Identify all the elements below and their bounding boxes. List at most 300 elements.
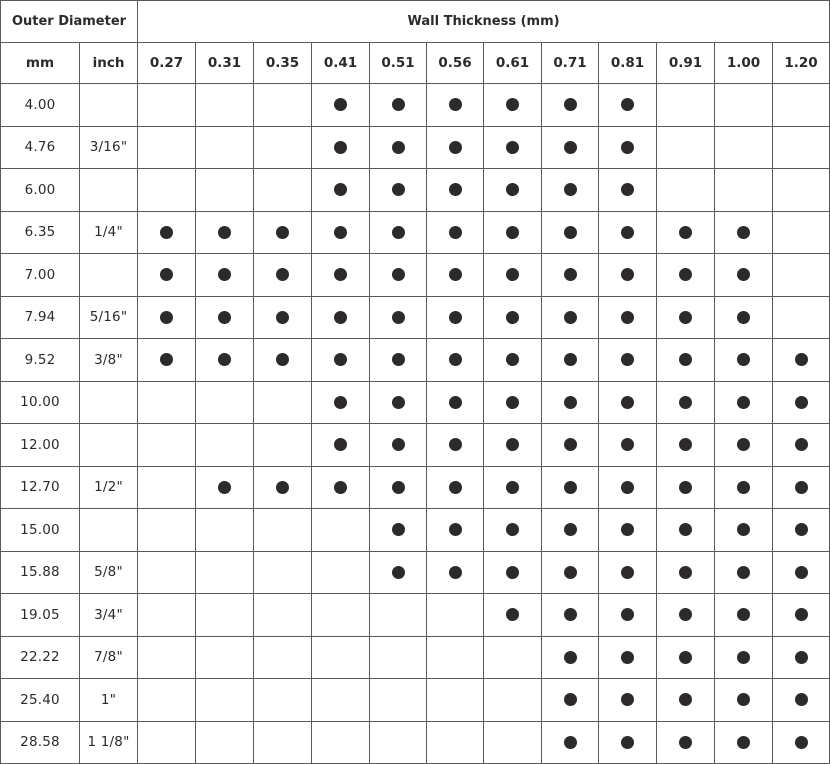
availability-cell [484,211,542,254]
availability-cell [773,254,830,297]
availability-cell [427,339,484,382]
availability-cell [599,636,657,679]
available-dot-icon [621,438,634,451]
availability-cell [427,84,484,127]
availability-cell [657,169,715,212]
outer-diameter-inch-cell [80,509,138,552]
availability-cell [254,126,312,169]
outer-diameter-mm-cell: 6.35 [1,211,80,254]
outer-diameter-inch-cell [80,169,138,212]
availability-cell [657,466,715,509]
availability-cell [599,339,657,382]
available-dot-icon [218,353,231,366]
available-dot-icon [218,481,231,494]
available-dot-icon [392,353,405,366]
availability-cell [138,636,196,679]
availability-cell [427,381,484,424]
availability-cell [370,296,427,339]
availability-cell [773,679,830,722]
availability-cell [715,84,773,127]
thickness-column-header: 0.51 [370,43,427,84]
availability-cell [773,509,830,552]
outer-diameter-mm-cell: 19.05 [1,594,80,637]
available-dot-icon [564,268,577,281]
available-dot-icon [564,736,577,749]
available-dot-icon [506,141,519,154]
thickness-column-header: 0.91 [657,43,715,84]
availability-cell [599,381,657,424]
available-dot-icon [392,566,405,579]
available-dot-icon [795,438,808,451]
availability-cell [254,296,312,339]
availability-cell [542,466,599,509]
availability-cell [599,679,657,722]
available-dot-icon [449,438,462,451]
availability-cell [138,679,196,722]
availability-cell [254,551,312,594]
available-dot-icon [506,353,519,366]
available-dot-icon [392,396,405,409]
mm-column-header: mm [1,43,80,84]
availability-cell [715,211,773,254]
available-dot-icon [449,98,462,111]
outer-diameter-mm-cell: 28.58 [1,721,80,764]
available-dot-icon [334,481,347,494]
availability-cell [196,254,254,297]
availability-cell [484,466,542,509]
available-dot-icon [737,226,750,239]
availability-cell [715,254,773,297]
availability-cell [196,466,254,509]
table-row [1,594,830,637]
outer-diameter-inch-cell: 1" [80,679,138,722]
availability-cell [427,254,484,297]
availability-cell [715,551,773,594]
availability-cell [599,551,657,594]
availability-cell [196,551,254,594]
availability-cell [542,254,599,297]
available-dot-icon [392,523,405,536]
availability-cell [312,594,370,637]
availability-cell [138,594,196,637]
table-row [1,339,830,382]
availability-cell [312,296,370,339]
availability-cell [484,636,542,679]
availability-cell [254,254,312,297]
availability-cell [254,339,312,382]
available-dot-icon [506,268,519,281]
availability-cell [196,424,254,467]
available-dot-icon [679,311,692,324]
availability-cell [542,339,599,382]
available-dot-icon [564,693,577,706]
available-dot-icon [621,98,634,111]
availability-cell [542,296,599,339]
available-dot-icon [564,226,577,239]
available-dot-icon [334,141,347,154]
availability-cell [599,169,657,212]
availability-cell [312,509,370,552]
available-dot-icon [276,481,289,494]
availability-cell [599,594,657,637]
availability-cell [773,296,830,339]
availability-cell [312,721,370,764]
available-dot-icon [795,736,808,749]
availability-cell [254,679,312,722]
available-dot-icon [679,481,692,494]
available-dot-icon [506,481,519,494]
available-dot-icon [564,566,577,579]
outer-diameter-inch-cell: 3/8" [80,339,138,382]
available-dot-icon [392,226,405,239]
availability-cell [773,211,830,254]
availability-cell [312,679,370,722]
availability-cell [370,551,427,594]
availability-cell [196,509,254,552]
available-dot-icon [795,608,808,621]
thickness-column-header: 0.31 [196,43,254,84]
availability-cell [196,296,254,339]
available-dot-icon [564,396,577,409]
availability-cell [542,721,599,764]
available-dot-icon [737,693,750,706]
available-dot-icon [737,608,750,621]
available-dot-icon [506,608,519,621]
availability-cell [542,424,599,467]
availability-cell [484,551,542,594]
availability-cell [427,679,484,722]
availability-cell [657,721,715,764]
availability-cell [312,424,370,467]
availability-cell [370,381,427,424]
available-dot-icon [506,438,519,451]
thickness-column-header: 1.20 [773,43,830,84]
outer-diameter-mm-cell: 7.00 [1,254,80,297]
table-row [1,84,830,127]
availability-cell [138,339,196,382]
availability-cell [599,466,657,509]
available-dot-icon [276,353,289,366]
availability-cell [542,381,599,424]
availability-cell [657,339,715,382]
available-dot-icon [449,353,462,366]
available-dot-icon [679,396,692,409]
available-dot-icon [679,566,692,579]
availability-cell [484,594,542,637]
available-dot-icon [506,311,519,324]
available-dot-icon [679,608,692,621]
availability-cell [773,381,830,424]
availability-cell [138,169,196,212]
availability-cell [370,721,427,764]
availability-cell [599,296,657,339]
available-dot-icon [679,226,692,239]
availability-cell [484,721,542,764]
availability-cell [484,254,542,297]
availability-cell [138,424,196,467]
available-dot-icon [218,226,231,239]
availability-cell [484,126,542,169]
outer-diameter-inch-cell [80,424,138,467]
availability-cell [254,509,312,552]
availability-cell [715,126,773,169]
table-row [1,636,830,679]
available-dot-icon [449,268,462,281]
availability-cell [254,211,312,254]
availability-cell [370,211,427,254]
availability-cell [370,424,427,467]
available-dot-icon [506,98,519,111]
availability-cell [196,84,254,127]
outer-diameter-inch-cell: 3/4" [80,594,138,637]
available-dot-icon [737,566,750,579]
outer-diameter-mm-cell: 4.00 [1,84,80,127]
availability-cell [657,126,715,169]
availability-cell [312,169,370,212]
availability-cell [427,594,484,637]
availability-cell [715,424,773,467]
available-dot-icon [679,693,692,706]
outer-diameter-inch-cell: 5/8" [80,551,138,594]
availability-cell [254,466,312,509]
available-dot-icon [621,651,634,664]
available-dot-icon [564,481,577,494]
available-dot-icon [737,481,750,494]
availability-cell [657,296,715,339]
availability-cell [254,594,312,637]
outer-diameter-mm-cell: 10.00 [1,381,80,424]
availability-cell [599,126,657,169]
table-row [1,424,830,467]
available-dot-icon [334,226,347,239]
available-dot-icon [564,651,577,664]
outer-diameter-inch-cell [80,254,138,297]
table-row [1,169,830,212]
availability-cell [254,84,312,127]
availability-cell [715,721,773,764]
availability-cell [196,636,254,679]
outer-diameter-inch-cell: 1 1/8" [80,721,138,764]
available-dot-icon [795,523,808,536]
availability-cell [715,169,773,212]
available-dot-icon [737,353,750,366]
available-dot-icon [621,481,634,494]
available-dot-icon [795,566,808,579]
availability-cell [312,254,370,297]
available-dot-icon [392,311,405,324]
availability-cell [599,254,657,297]
available-dot-icon [621,566,634,579]
availability-cell [599,211,657,254]
availability-cell [715,679,773,722]
availability-cell [196,339,254,382]
outer-diameter-mm-cell: 12.00 [1,424,80,467]
availability-cell [138,381,196,424]
available-dot-icon [392,183,405,196]
available-dot-icon [679,438,692,451]
available-dot-icon [392,481,405,494]
availability-cell [657,381,715,424]
available-dot-icon [679,736,692,749]
outer-diameter-mm-cell: 4.76 [1,126,80,169]
available-dot-icon [795,651,808,664]
available-dot-icon [795,396,808,409]
availability-cell [657,636,715,679]
thickness-column-header: 0.61 [484,43,542,84]
thickness-column-header: 0.27 [138,43,196,84]
available-dot-icon [564,183,577,196]
availability-cell [542,636,599,679]
availability-cell [370,509,427,552]
availability-cell [427,636,484,679]
available-dot-icon [621,736,634,749]
table-row [1,466,830,509]
available-dot-icon [334,268,347,281]
availability-cell [599,509,657,552]
availability-cell [370,339,427,382]
availability-cell [370,594,427,637]
available-dot-icon [737,736,750,749]
availability-cell [427,721,484,764]
available-dot-icon [564,523,577,536]
availability-cell [542,211,599,254]
available-dot-icon [392,98,405,111]
availability-cell [484,169,542,212]
availability-cell [657,424,715,467]
availability-cell [312,84,370,127]
availability-cell [773,424,830,467]
table-row [1,254,830,297]
available-dot-icon [621,311,634,324]
availability-cell [542,509,599,552]
table-body [1,84,830,764]
outer-diameter-inch-cell [80,84,138,127]
availability-cell [138,211,196,254]
outer-diameter-mm-cell: 22.22 [1,636,80,679]
outer-diameter-header: Outer Diameter [1,1,138,43]
available-dot-icon [449,141,462,154]
availability-cell [657,211,715,254]
availability-cell [138,466,196,509]
available-dot-icon [334,183,347,196]
available-dot-icon [392,268,405,281]
availability-cell [542,551,599,594]
available-dot-icon [737,438,750,451]
available-dot-icon [160,311,173,324]
availability-cell [312,126,370,169]
table-row [1,679,830,722]
availability-cell [138,721,196,764]
available-dot-icon [621,396,634,409]
availability-cell [773,551,830,594]
outer-diameter-inch-cell [80,381,138,424]
availability-cell [542,679,599,722]
availability-cell [657,254,715,297]
availability-cell [484,339,542,382]
thickness-column-header: 0.35 [254,43,312,84]
available-dot-icon [506,183,519,196]
thickness-column-header: 0.41 [312,43,370,84]
available-dot-icon [737,651,750,664]
availability-cell [657,594,715,637]
availability-cell [254,381,312,424]
availability-cell [599,721,657,764]
available-dot-icon [795,693,808,706]
availability-cell [312,211,370,254]
available-dot-icon [564,438,577,451]
availability-cell [370,254,427,297]
outer-diameter-inch-cell: 1/2" [80,466,138,509]
availability-cell [196,721,254,764]
available-dot-icon [334,98,347,111]
availability-cell [484,679,542,722]
availability-cell [484,509,542,552]
available-dot-icon [564,608,577,621]
availability-cell [715,381,773,424]
availability-cell [138,126,196,169]
available-dot-icon [392,141,405,154]
sub-header-row [1,43,830,84]
availability-cell [484,424,542,467]
available-dot-icon [160,226,173,239]
availability-cell [715,636,773,679]
availability-cell [599,84,657,127]
outer-diameter-inch-cell: 5/16" [80,296,138,339]
availability-cell [542,169,599,212]
availability-cell [773,126,830,169]
available-dot-icon [679,268,692,281]
available-dot-icon [621,353,634,366]
available-dot-icon [334,438,347,451]
available-dot-icon [506,566,519,579]
available-dot-icon [679,523,692,536]
available-dot-icon [160,268,173,281]
available-dot-icon [449,396,462,409]
thickness-column-header: 0.81 [599,43,657,84]
available-dot-icon [506,396,519,409]
outer-diameter-mm-cell: 9.52 [1,339,80,382]
table-row [1,381,830,424]
availability-cell [657,509,715,552]
available-dot-icon [564,353,577,366]
thickness-column-header: 0.56 [427,43,484,84]
outer-diameter-inch-cell: 7/8" [80,636,138,679]
available-dot-icon [621,523,634,536]
wall-thickness-header: Wall Thickness (mm) [138,1,830,43]
outer-diameter-mm-cell: 25.40 [1,679,80,722]
table-row [1,211,830,254]
availability-cell [196,126,254,169]
available-dot-icon [795,481,808,494]
availability-cell [484,381,542,424]
availability-cell [138,551,196,594]
available-dot-icon [564,311,577,324]
availability-cell [542,594,599,637]
thickness-column-header: 0.71 [542,43,599,84]
availability-cell [773,169,830,212]
available-dot-icon [449,523,462,536]
availability-cell [196,594,254,637]
available-dot-icon [449,311,462,324]
available-dot-icon [621,183,634,196]
outer-diameter-inch-cell: 1/4" [80,211,138,254]
available-dot-icon [737,396,750,409]
availability-cell [312,636,370,679]
availability-cell [484,296,542,339]
availability-cell [773,84,830,127]
availability-cell [370,636,427,679]
availability-cell [196,169,254,212]
